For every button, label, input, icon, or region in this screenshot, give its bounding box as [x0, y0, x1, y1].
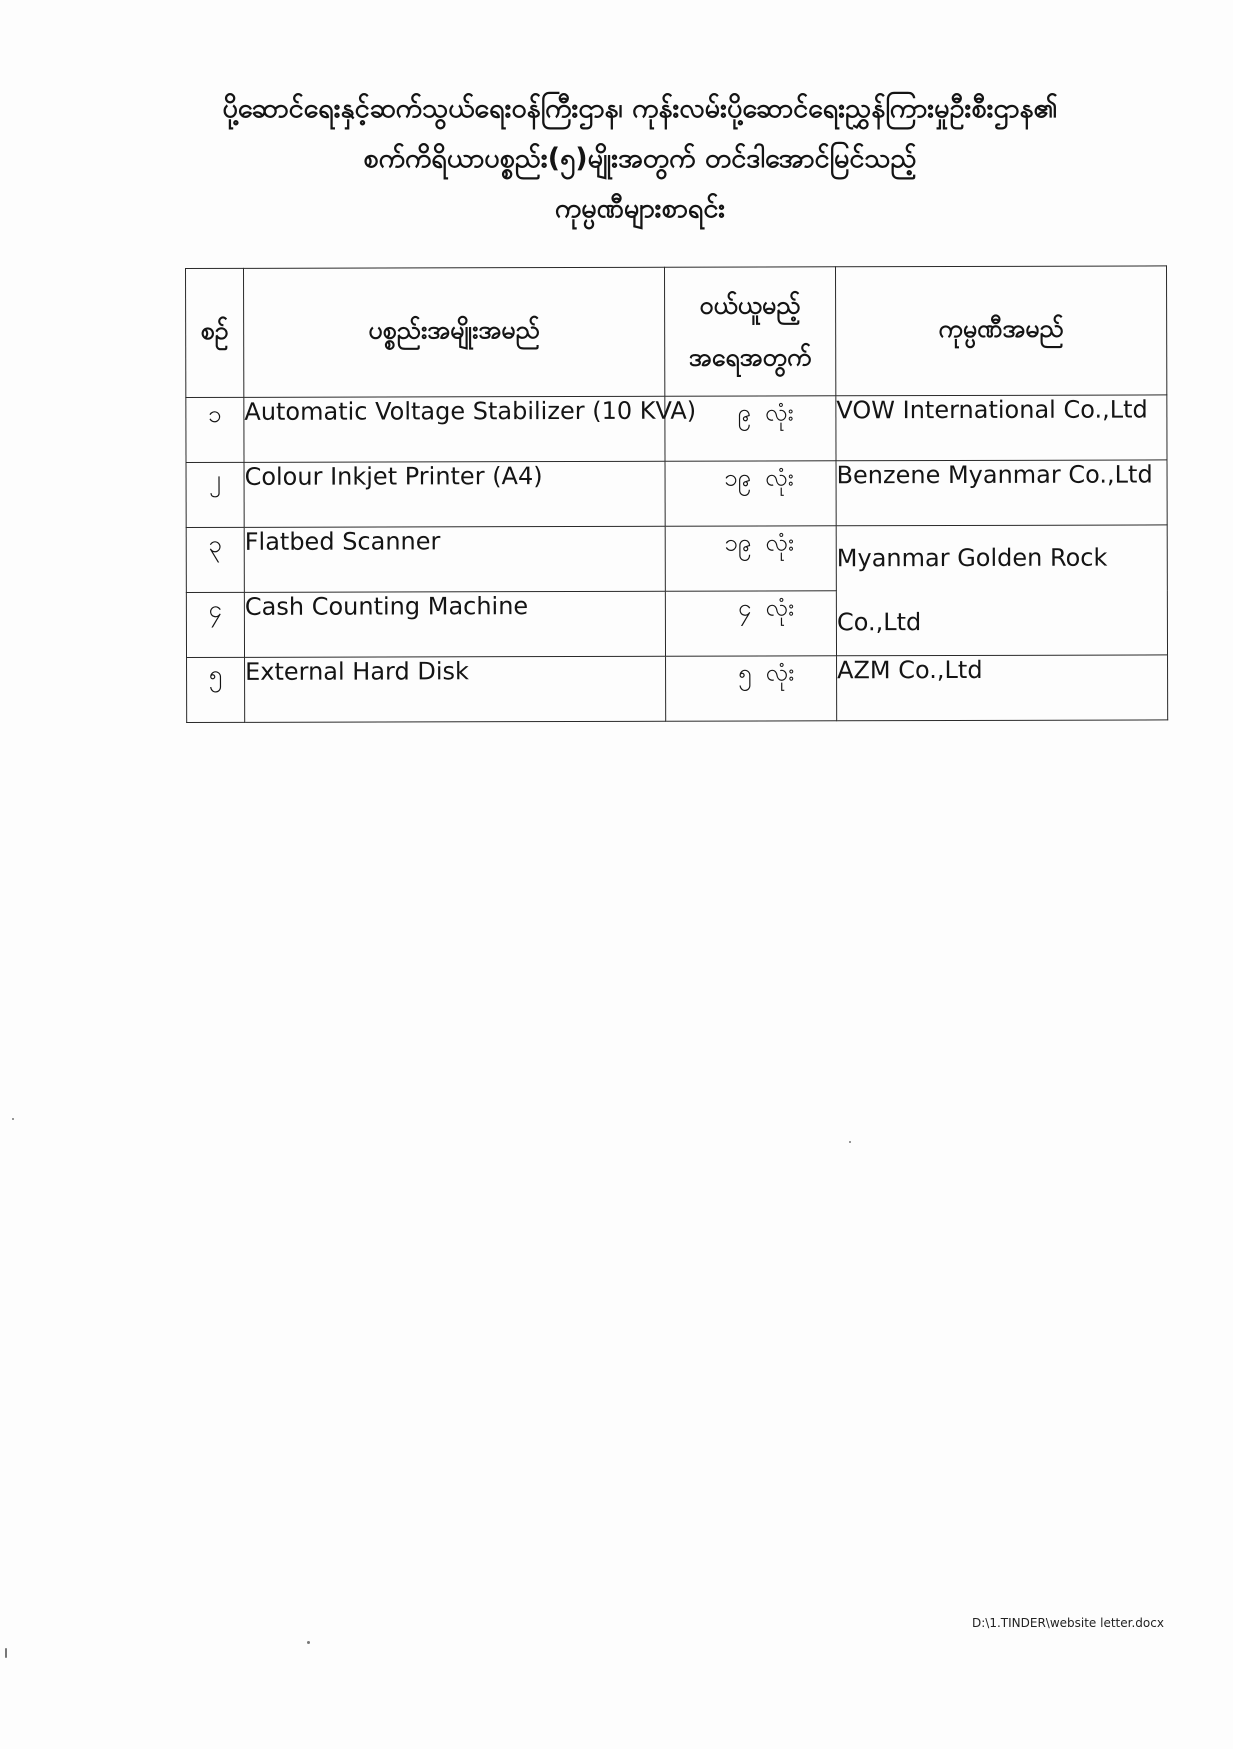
title-line-3: ကုမ္ပဏီများစာရင်း	[554, 193, 726, 224]
row-company-name: Benzene Myanmar Co.,Ltd	[836, 460, 1167, 526]
row-serial-no: ၁	[186, 397, 244, 462]
header-item-name: ပစ္စည်းအမျိုးအမည်	[244, 267, 665, 397]
row-item-name: Automatic Voltage Stabilizer (10 KVA)	[244, 396, 665, 462]
row-serial-no: ၄	[186, 592, 244, 657]
table-header-row	[186, 266, 1167, 398]
row-item-name: Cash Counting Machine	[244, 591, 665, 657]
quantity-number: ၄	[738, 593, 752, 622]
scan-speck	[849, 1141, 851, 1143]
scan-speck	[5, 1648, 7, 1658]
row-item-name: Colour Inkjet Printer (A4)	[244, 461, 665, 527]
file-path-footer: D:\1.TINDER\website letter.docx	[972, 1616, 1164, 1630]
row-item-name: External Hard Disk	[245, 656, 666, 722]
header-quantity	[664, 267, 835, 396]
header-serial-no: စဉ်	[186, 268, 244, 397]
quantity-unit: လုံး	[765, 398, 794, 427]
quantity-number: ၁၉	[724, 463, 752, 492]
tender-results-table	[185, 265, 1168, 723]
quantity-number: ၁၉	[724, 528, 752, 557]
title-line-2: စက်ကိရိယာပစ္စည်း(၅)မျိုးအတွက် တင်ဒါအောင်မြင်သည့်	[363, 143, 917, 174]
document-title	[150, 84, 1130, 234]
header-company-name: ကုမ္ပဏီအမည်	[835, 266, 1166, 396]
row-quantity	[665, 526, 836, 591]
quantity-unit: လုံး	[765, 658, 795, 687]
header-quantity-line1: ဝယ်ယူမည့်	[699, 290, 801, 320]
quantity-unit: လုံး	[765, 593, 795, 622]
row-quantity	[666, 656, 837, 721]
row-company-name: VOW International Co.,Ltd	[836, 395, 1167, 461]
scan-speck	[307, 1641, 310, 1644]
table-row	[186, 395, 1167, 463]
quantity-unit: လုံး	[765, 463, 794, 492]
title-line-1: ပို့ဆောင်ရေးနှင့်ဆက်သွယ်ရေးဝန်ကြီးဌာန၊ ကုန်းလမ်းပို့ဆောင်ရေးညွှန်ကြားမှုဦးစီးဌာန၏	[222, 93, 1058, 124]
quantity-unit: လုံး	[765, 528, 795, 557]
table-row	[186, 460, 1167, 528]
row-serial-no: ၂	[186, 462, 244, 527]
table-row	[186, 525, 1167, 593]
row-quantity	[665, 591, 836, 656]
row-item-name: Flatbed Scanner	[244, 526, 665, 592]
quantity-number: ၉	[737, 398, 752, 427]
row-quantity	[665, 461, 836, 526]
table-row	[187, 655, 1168, 723]
header-quantity-line2: အရေအတွက်	[688, 342, 812, 372]
row-serial-no: ၅	[187, 657, 245, 722]
quantity-number: ၅	[738, 658, 752, 687]
row-serial-no: ၃	[186, 527, 244, 592]
scan-speck	[12, 1118, 14, 1120]
row-company-name: AZM Co.,Ltd	[837, 655, 1168, 721]
row-company-name: Myanmar Golden Rock Co.,Ltd	[836, 525, 1167, 656]
